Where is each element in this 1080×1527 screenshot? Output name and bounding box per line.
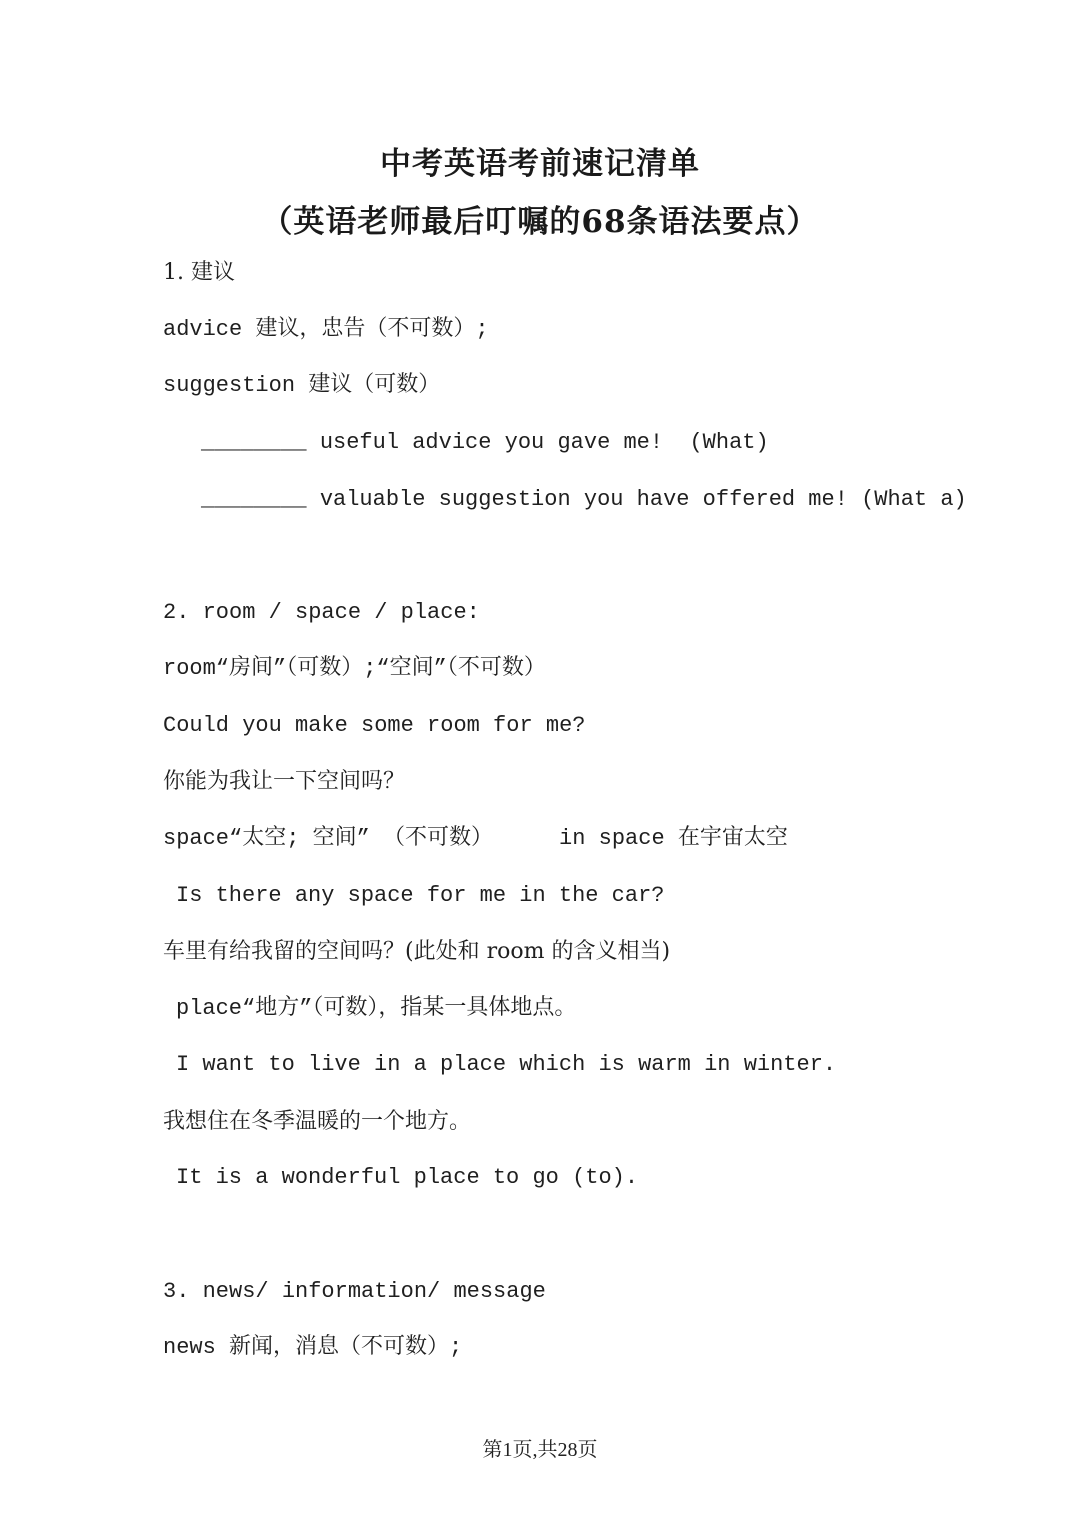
text-line: suggestion 建议（可数）: [163, 373, 441, 398]
page-number-footer: 第1页,共28页: [482, 1439, 598, 1461]
text-line: space“太空; 空间” （不可数） in space 在宇宙太空: [163, 826, 788, 851]
section-heading-2: 2. room / space / place:: [163, 600, 480, 625]
text-line: news 新闻，消息（不可数）;: [163, 1335, 463, 1360]
text-line: 我想住在冬季温暖的一个地方。: [163, 1109, 472, 1134]
section-heading-1: 1. 建议: [163, 260, 235, 285]
text-line: Could you make some room for me?: [163, 713, 586, 738]
text-line: 你能为我让一下空间吗？: [163, 769, 406, 794]
document-subtitle: （英语老师最后叮嘱的68条语法要点）: [261, 204, 819, 240]
text-line: 车里有给我留的空间吗？(此处和 room 的含义相当): [163, 939, 671, 964]
exercise-line: ________ valuable suggestion you have offered me! (What a): [201, 487, 967, 512]
exercise-line: ________ useful advice you gave me! (What): [201, 430, 769, 455]
text-line: Is there any space for me in the car?: [176, 883, 665, 908]
text-line: room“房间”（可数）;“空间”（不可数）: [163, 656, 546, 681]
document-title: 中考英语考前速记清单: [380, 146, 700, 182]
section-heading-3: 3. news/ information/ message: [163, 1279, 546, 1304]
text-line: place“地方”（可数），指某一具体地点。: [176, 996, 577, 1021]
text-line: advice 建议，忠告（不可数）;: [163, 317, 489, 342]
text-line: It is a wonderful place to go (to).: [176, 1165, 639, 1190]
text-line: I want to live in a place which is warm in winter.: [176, 1052, 837, 1077]
